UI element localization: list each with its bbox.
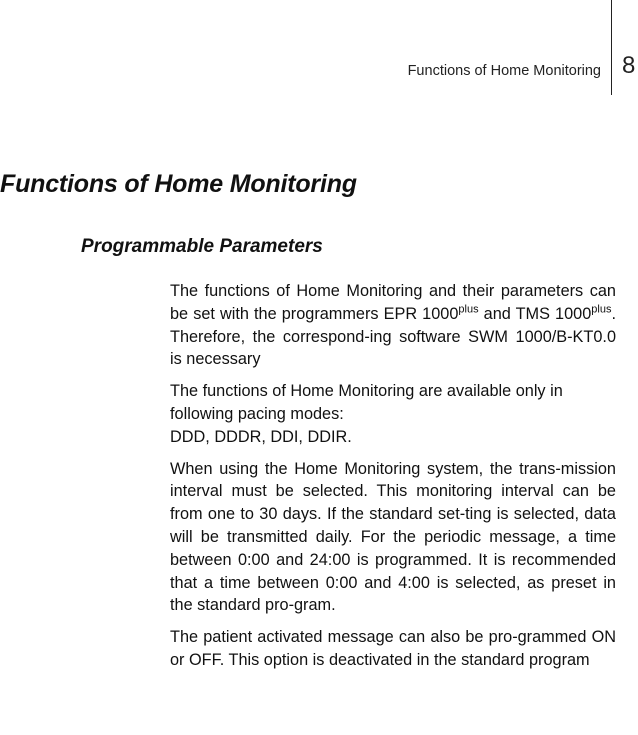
paragraph-patient-message: The patient activated message can also be pro-grammed ON or OFF. This option is deactivated in the standard program [170, 628, 616, 669]
page-number: 8 [622, 52, 636, 79]
running-title: Functions of Home Monitoring [407, 63, 601, 79]
p2-modes: DDD, DDDR, DDI, DDIR. [170, 427, 352, 446]
header-divider [611, 0, 612, 95]
p1-text-c: . Therefore, the correspond-ing software SWM 1000/B-KT0.0 is necessary [170, 304, 616, 369]
p1-sup-a: plus [458, 303, 479, 316]
p1-text-a: The functions of Home Monitoring and their parameters can be set with the programmers EPR 1000 [170, 282, 616, 323]
p1-text-b: and TMS 1000 [478, 304, 592, 323]
body-text [170, 280, 616, 672]
paragraph-programmers [170, 280, 616, 371]
chapter-title: Functions of Home Monitoring [0, 170, 357, 198]
paragraph-pacing-modes [170, 380, 616, 448]
p1-sup-b: plus [591, 303, 612, 316]
p2-text: The functions of Home Monitoring are available only in following pacing modes: [170, 382, 563, 423]
paragraph-transmission-interval: When using the Home Monitoring system, the trans-mission interval must be selected. This monitoring interval can be from one to 30 days. If the standard set-ting is selected, data will be transmitted daily. For the periodic message, a time between 0:00 and 24:00 is programmed. It is recommended that a time between 0:00 and 4:00 is selected, as preset in the standard pro-gram. [170, 459, 616, 615]
section-title: Programmable Parameters [81, 236, 323, 257]
